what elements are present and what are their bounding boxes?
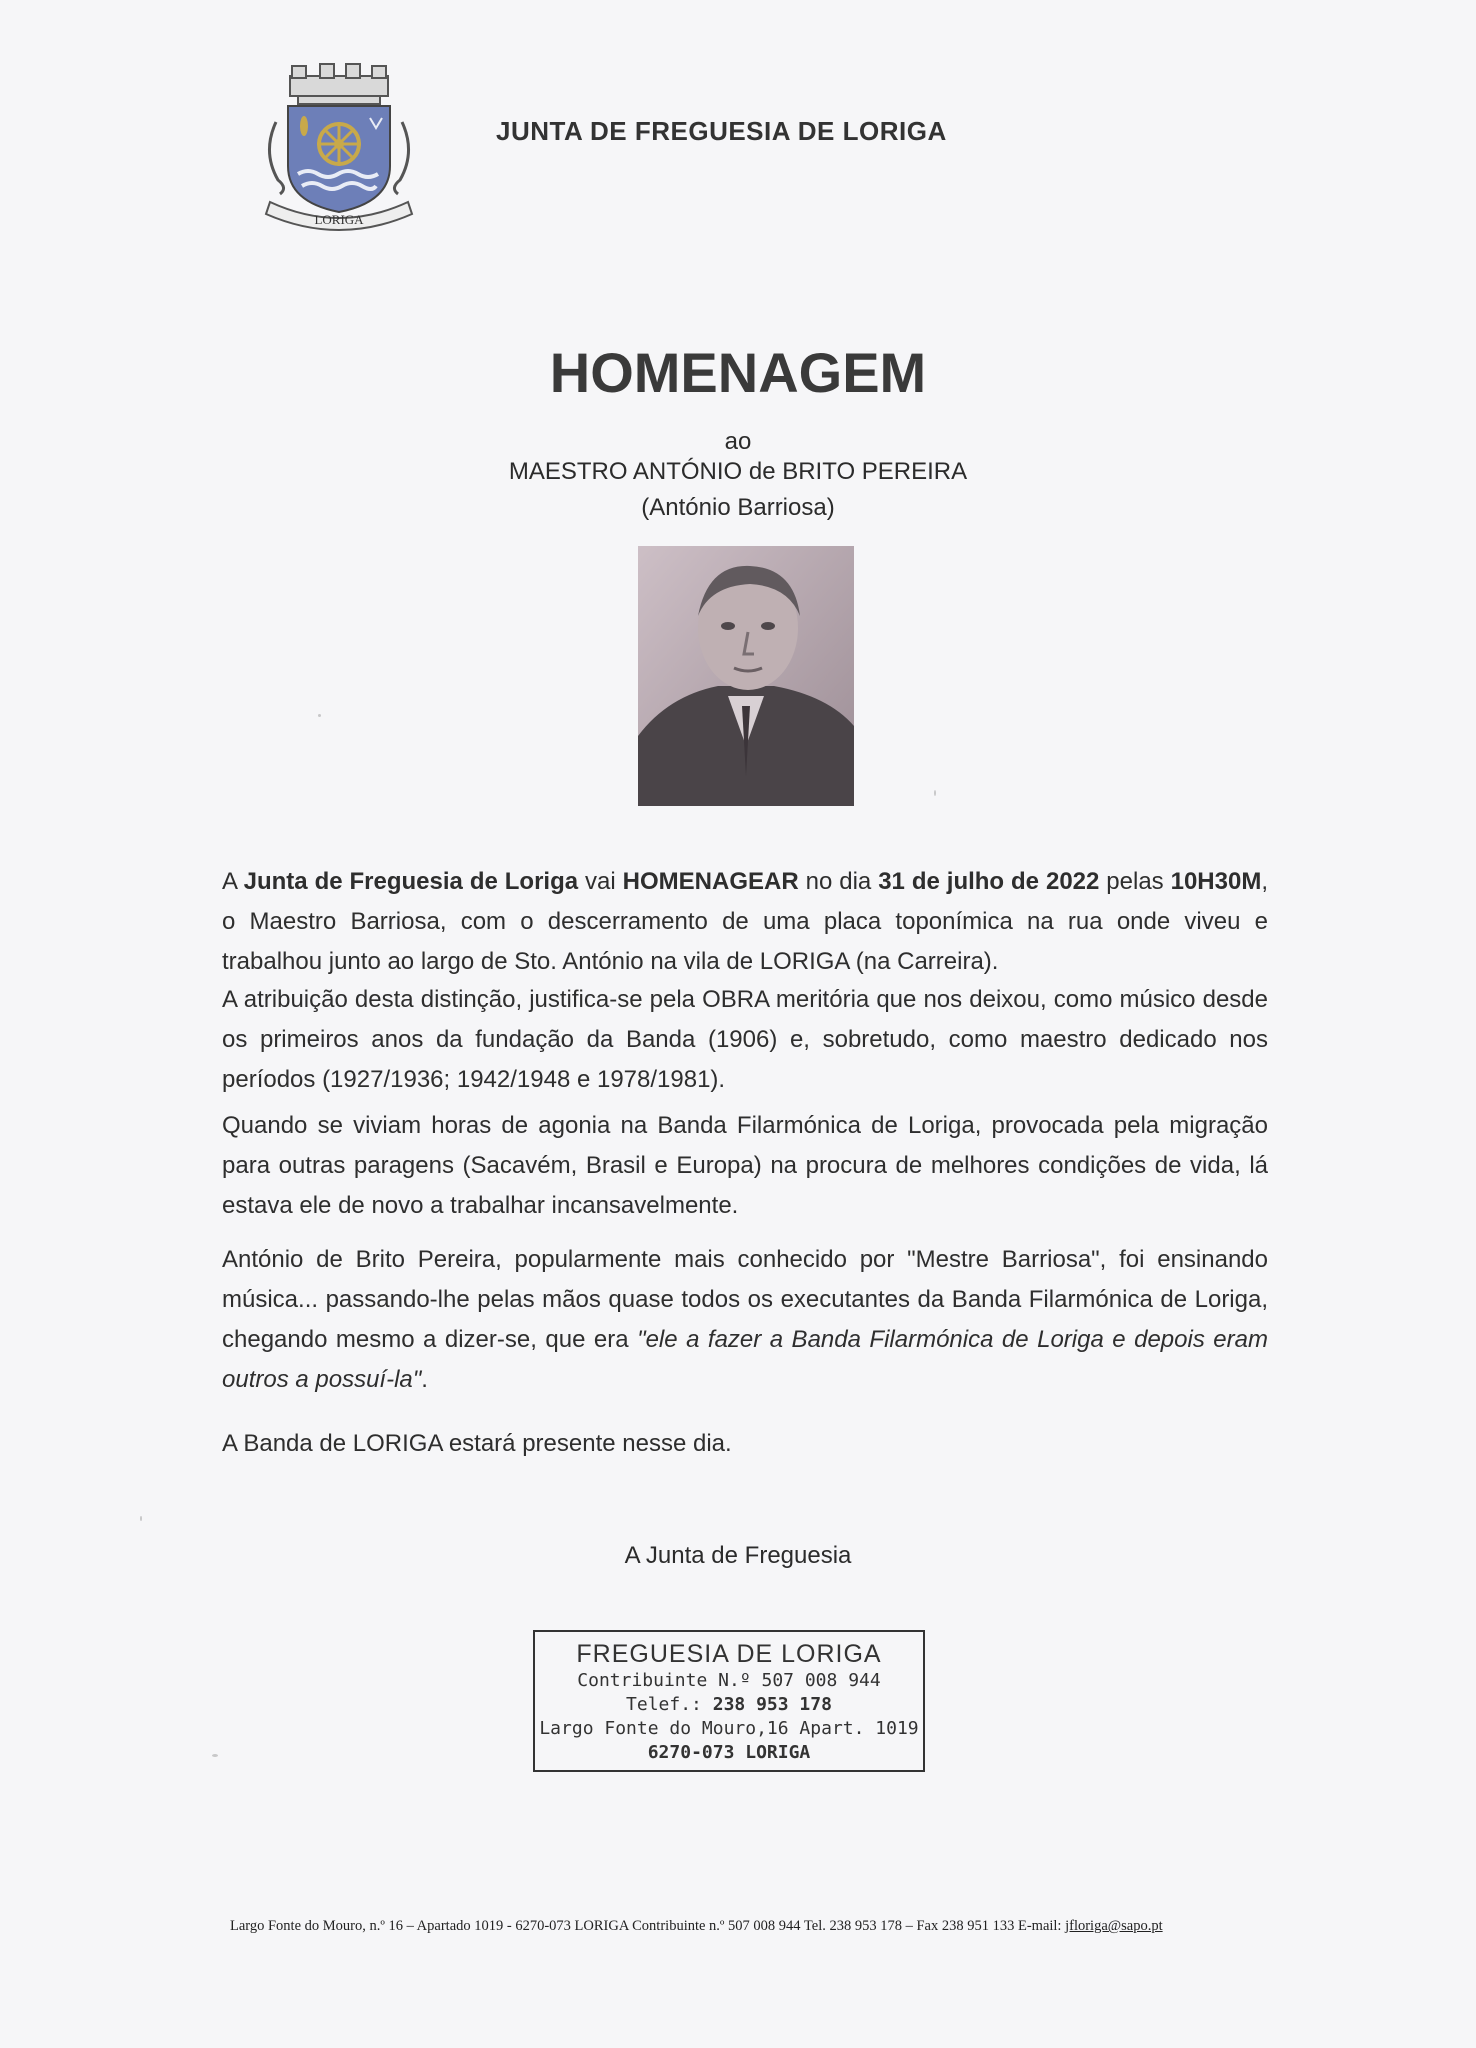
paragraph-closing: A Banda de LORIGA estará presente nesse dia. bbox=[222, 1430, 732, 1457]
paragraph-distinction: A atribuição desta distinção, justifica-se pela OBRA meritória que nos deixou, como músico desde os primeiros anos da fundação da Banda (1906) e, sobretudo, como maestro dedicado nos períodos (1927/1936; 1942/1948 e 1978/1981). bbox=[222, 986, 1268, 1093]
page-title: HOMENAGEM bbox=[549, 341, 927, 404]
scan-speck bbox=[140, 1516, 142, 1521]
paragraph-announcement: A Junta de Freguesia de Loriga vai HOMENAGEAR no dia 31 de julho de 2022 pelas 10H30M, o Maestro Barriosa, com o descerramento de uma placa toponímica na rua onde viveu e trabalhou junto ao largo de Sto. António na vila de LORIGA (na Carreira). bbox=[222, 868, 1268, 975]
scan-speck bbox=[934, 790, 936, 796]
stamp-telephone: Telef.: 238 953 178 bbox=[626, 1694, 832, 1715]
footer-contact: Largo Fonte do Mouro, n.º 16 – Apartado 1019 - 6270-073 LORIGA Contribuinte n.º 507 008 944 Tel. 238 953 178 – Fax 238 951 133 E-mail: jfloriga@sapo.pt bbox=[230, 1918, 1163, 1934]
honoree-nickname: (António Barriosa) bbox=[641, 494, 835, 521]
crest-banner-text: LORIGA bbox=[314, 212, 364, 227]
stamp-contribuinte: Contribuinte N.º 507 008 944 bbox=[577, 1670, 881, 1691]
coat-of-arms-icon bbox=[258, 62, 420, 232]
portrait-photo bbox=[638, 546, 854, 806]
stamp-title: FREGUESIA DE LORIGA bbox=[576, 1640, 882, 1668]
official-stamp bbox=[533, 1630, 925, 1772]
scan-speck bbox=[212, 1754, 218, 1757]
honoree-name: MAESTRO ANTÓNIO de BRITO PEREIRA bbox=[508, 458, 968, 485]
organization-title: JUNTA DE FREGUESIA DE LORIGA bbox=[496, 116, 947, 146]
paragraph-history: Quando se viviam horas de agonia na Banda Filarmónica de Loriga, provocada pela migração para outras paragens (Sacavém, Brasil e Europa) na procura de melhores condições de vida, lá estava ele de novo a trabalhar incansavelmente. bbox=[222, 1112, 1268, 1219]
stamp-postal: 6270-073 LORIGA bbox=[647, 1742, 811, 1763]
signoff: A Junta de Freguesia bbox=[624, 1542, 852, 1569]
footer-email[interactable]: jfloriga@sapo.pt bbox=[1065, 1918, 1163, 1934]
subtitle-ao: ao bbox=[724, 428, 752, 455]
scan-speck bbox=[318, 714, 321, 717]
stamp-address: Largo Fonte do Mouro,16 Apart. 1019 bbox=[539, 1718, 919, 1739]
paragraph-biography: António de Brito Pereira, popularmente mais conhecido por "Mestre Barriosa", foi ensinando música... passando-lhe pelas mãos quase todos os executantes da Banda Filarmónica de Loriga, chegando mesmo a dizer-se, que era "ele a fazer a Banda Filarmónica de Loriga e depois eram outros a possuí-la". bbox=[222, 1246, 1268, 1393]
